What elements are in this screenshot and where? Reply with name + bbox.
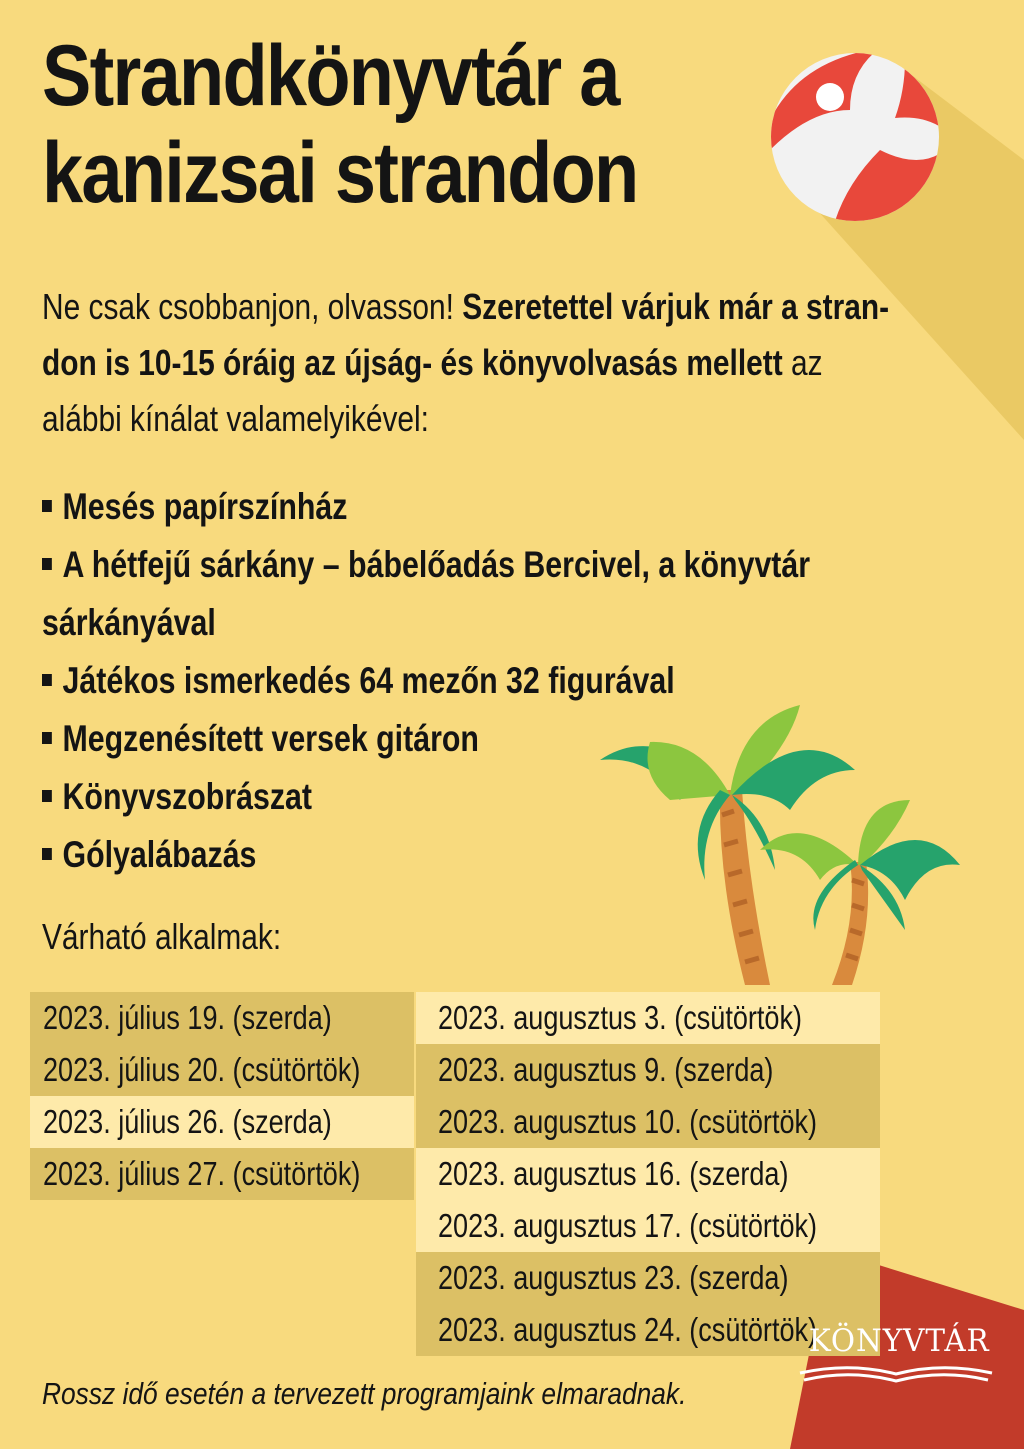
date-row <box>30 1044 414 1096</box>
dates-heading: Várható alkalmak: <box>42 916 282 957</box>
offer-label: sárkányával <box>42 602 216 643</box>
date-row <box>416 1096 880 1148</box>
date-text: 2023. július 26. (szerda) <box>43 1103 332 1140</box>
intro-line-1 <box>42 279 955 335</box>
date-text: 2023. augusztus 10. (csütörtök) <box>438 1103 818 1140</box>
offer-label: Játékos ismerkedés 64 mezőn 32 figurával <box>62 660 675 701</box>
list-item <box>42 768 810 826</box>
date-row <box>30 1096 414 1148</box>
intro-text: alábbi kínálat valamelyikével: <box>42 398 429 439</box>
date-row <box>416 1252 880 1304</box>
offer-label: Gólyalábazás <box>62 834 257 875</box>
intro-text: az <box>782 342 823 383</box>
bullet-icon <box>42 500 52 512</box>
bullet-icon <box>42 732 52 744</box>
offer-label: Megzenésített versek gitáron <box>62 718 479 759</box>
list-item <box>42 536 810 594</box>
logo-text: KÖNYVTÁR <box>808 1323 990 1359</box>
date-text: 2023. július 20. (csütörtök) <box>43 1051 361 1088</box>
date-text: 2023. augusztus 24. (csütörtök) <box>438 1311 818 1348</box>
date-text: 2023. július 19. (szerda) <box>43 999 332 1036</box>
list-item <box>42 652 810 710</box>
title-line-2: kanizsai strandon <box>42 125 638 221</box>
page-title <box>42 28 637 222</box>
date-text: 2023. augusztus 17. (csütörtök) <box>438 1207 818 1244</box>
offer-label: Könyvszobrászat <box>62 776 313 817</box>
title-line-1: Strandkönyvtár a <box>42 28 619 124</box>
list-item <box>42 826 810 884</box>
weather-note: Rossz idő esetén a tervezett programjaink elmaradnak. <box>42 1376 687 1411</box>
intro-line-2 <box>42 335 955 391</box>
dates-august-column <box>416 992 880 1356</box>
intro-line-3 <box>42 391 955 447</box>
date-row <box>416 1044 880 1096</box>
bullet-icon <box>42 848 52 860</box>
date-text: 2023. augusztus 3. (csütörtök) <box>438 999 803 1036</box>
intro-paragraph <box>42 279 955 447</box>
date-row <box>416 1148 880 1200</box>
date-text: 2023. augusztus 23. (szerda) <box>438 1259 789 1296</box>
date-row <box>416 1200 880 1252</box>
bullet-icon <box>42 790 52 802</box>
intro-bold-text: Szeretettel várjuk már a stran- <box>462 286 890 327</box>
date-row <box>416 992 880 1044</box>
date-text: 2023. augusztus 16. (szerda) <box>438 1155 789 1192</box>
intro-bold-text: don is 10-15 óráig az újság- és könyvolvasás mellett <box>42 342 783 383</box>
intro-text: Ne csak csobbanjon, olvasson! <box>42 286 463 327</box>
offer-label: A hétfejű sárkány – bábelőadás Bercivel, a könyvtár <box>62 544 811 585</box>
list-item-continuation <box>42 594 810 652</box>
date-text: 2023. augusztus 9. (szerda) <box>438 1051 774 1088</box>
offer-list <box>42 478 979 884</box>
dates-july-column <box>30 992 414 1200</box>
bullet-icon <box>42 558 52 570</box>
bullet-icon <box>42 674 52 686</box>
date-row <box>30 1148 414 1200</box>
offer-label: Mesés papírszínház <box>62 486 348 527</box>
list-item <box>42 478 810 536</box>
list-item <box>42 710 810 768</box>
date-text: 2023. július 27. (csütörtök) <box>43 1155 361 1192</box>
library-logo <box>804 1321 988 1381</box>
date-row <box>30 992 414 1044</box>
